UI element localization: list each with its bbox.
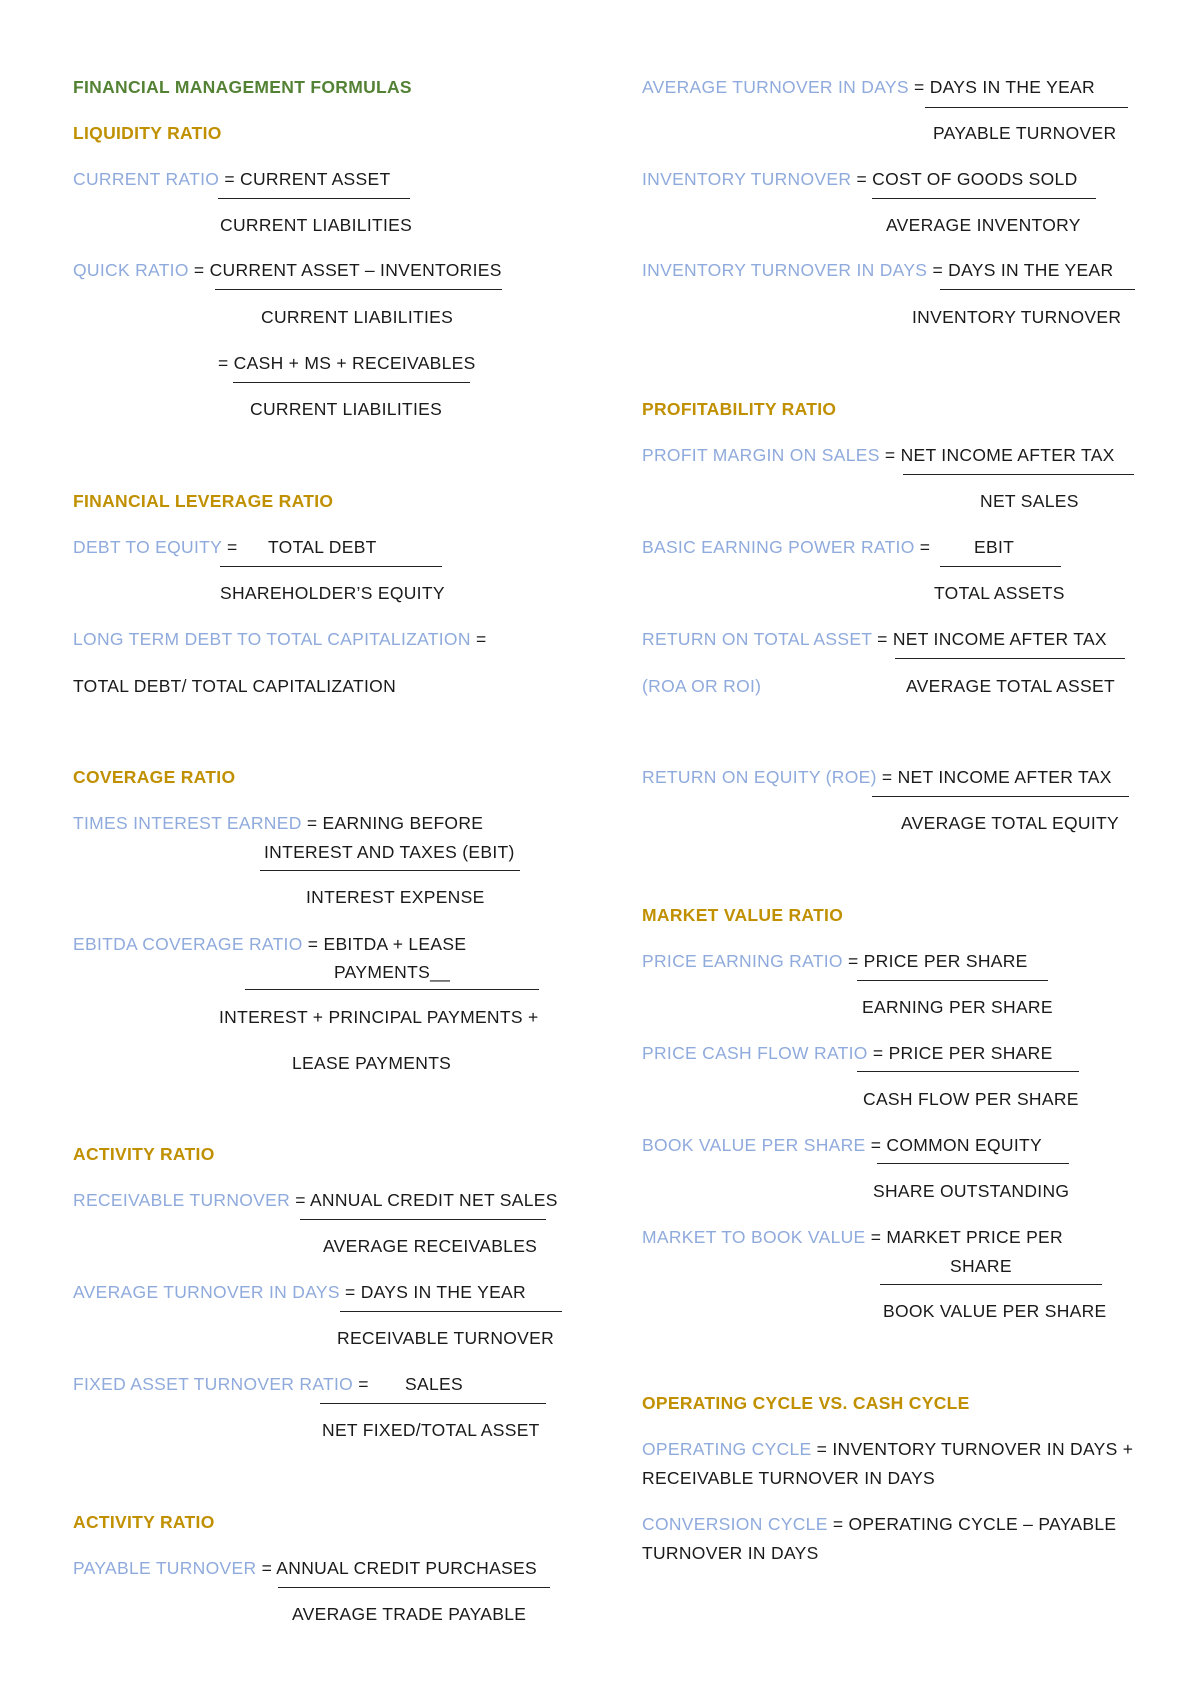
- current-ratio-label: CURRENT RATIO: [73, 169, 220, 189]
- price-earning-label: PRICE EARNING RATIO: [642, 951, 843, 971]
- receivable-turnover-label: RECEIVABLE TURNOVER: [73, 1190, 291, 1210]
- quick-ratio-denominator: CURRENT LIABILITIES: [261, 307, 454, 327]
- fixed-asset-turnover-denominator: NET FIXED/TOTAL ASSET: [322, 1420, 540, 1440]
- fraction-line: [215, 289, 502, 290]
- fraction-line: [340, 1311, 562, 1312]
- avg-turnover-days-payable-denominator: PAYABLE TURNOVER: [933, 123, 1117, 143]
- long-term-debt-formula: [73, 628, 486, 650]
- current-ratio-denominator: CURRENT LIABILITIES: [220, 215, 413, 235]
- current-ratio-formula: [73, 168, 390, 190]
- debt-to-equity-formula: [73, 536, 237, 558]
- coverage-heading: COVERAGE RATIO: [73, 767, 236, 787]
- profit-margin-denominator: NET SALES: [980, 491, 1079, 511]
- conversion-cycle-formula: [642, 1513, 1116, 1535]
- fraction-line: [218, 198, 410, 199]
- profit-margin-label: PROFIT MARGIN ON SALES: [642, 445, 880, 465]
- conversion-cycle-expression-line2: TURNOVER IN DAYS: [642, 1543, 819, 1563]
- fraction-line: [245, 989, 539, 990]
- fraction-line: [233, 382, 470, 383]
- activity-heading: ACTIVITY RATIO: [73, 1144, 215, 1164]
- operating-cycle-label: OPERATING CYCLE: [642, 1439, 812, 1459]
- debt-to-equity-label: DEBT TO EQUITY: [73, 537, 222, 557]
- market-to-book-denominator: BOOK VALUE PER SHARE: [883, 1301, 1107, 1321]
- avg-turnover-days-numerator: = DAYS IN THE YEAR: [339, 1282, 526, 1302]
- ebitda-coverage-formula: [73, 933, 466, 955]
- profit-margin-numerator: = NET INCOME AFTER TAX: [879, 445, 1115, 465]
- profitability-heading: PROFITABILITY RATIO: [642, 399, 837, 419]
- fraction-line: [872, 198, 1096, 199]
- times-interest-earned-numerator: = EARNING BEFORE: [301, 813, 484, 833]
- avg-turnover-days-label: AVERAGE TURNOVER IN DAYS: [73, 1282, 340, 1302]
- ebitda-coverage-numerator-line2: PAYMENTS__: [334, 962, 451, 982]
- fixed-asset-turnover-label: FIXED ASSET TURNOVER RATIO: [73, 1374, 354, 1394]
- avg-turnover-days-receivable-formula: [73, 1281, 526, 1303]
- operating-cycle-formula: [642, 1438, 1133, 1460]
- avg-turnover-days-payable-label: AVERAGE TURNOVER IN DAYS: [642, 77, 909, 97]
- basic-earning-power-numerator: EBIT: [974, 537, 1015, 557]
- receivable-turnover-denominator: AVERAGE RECEIVABLES: [323, 1236, 538, 1256]
- fraction-line: [857, 980, 1048, 981]
- fraction-line: [872, 796, 1129, 797]
- ebitda-coverage-numerator: = EBITDA + LEASE: [302, 934, 467, 954]
- ebitda-coverage-label: EBITDA COVERAGE RATIO: [73, 934, 303, 954]
- fraction-line: [300, 1219, 546, 1220]
- price-cash-flow-formula: [642, 1042, 1053, 1064]
- debt-to-equity-denominator: SHAREHOLDER’S EQUITY: [220, 583, 445, 603]
- long-term-debt-equals: =: [470, 629, 487, 649]
- market-to-book-formula: [642, 1226, 1063, 1248]
- operating-cycle-expression: = INVENTORY TURNOVER IN DAYS +: [811, 1439, 1134, 1459]
- basic-earning-power-equals: =: [914, 537, 931, 557]
- price-earning-denominator: EARNING PER SHARE: [862, 997, 1053, 1017]
- price-earning-formula: [642, 950, 1028, 972]
- roa-roi-label: (ROA OR ROI): [642, 676, 762, 696]
- market-to-book-numerator: = MARKET PRICE PER: [865, 1227, 1063, 1247]
- return-on-equity-formula: [642, 766, 1112, 788]
- quick-ratio-label: QUICK RATIO: [73, 260, 189, 280]
- receivable-turnover-formula: [73, 1189, 558, 1211]
- inventory-turnover-numerator: = COST OF GOODS SOLD: [851, 169, 1078, 189]
- price-cash-flow-label: PRICE CASH FLOW RATIO: [642, 1043, 868, 1063]
- fraction-line: [940, 566, 1061, 567]
- inventory-turnover-label: INVENTORY TURNOVER: [642, 169, 852, 189]
- inventory-turnover-denominator: AVERAGE INVENTORY: [886, 215, 1081, 235]
- current-ratio-numerator: = CURRENT ASSET: [219, 169, 391, 189]
- quick-ratio-numerator: = CURRENT ASSET – INVENTORIES: [188, 260, 502, 280]
- avg-turnover-days-denominator: RECEIVABLE TURNOVER: [337, 1328, 555, 1348]
- avg-turnover-days-payable-numerator: = DAYS IN THE YEAR: [908, 77, 1095, 97]
- return-on-total-asset-denominator: AVERAGE TOTAL ASSET: [906, 676, 1115, 696]
- inventory-turnover-days-label: INVENTORY TURNOVER IN DAYS: [642, 260, 928, 280]
- times-interest-earned-denominator: INTEREST EXPENSE: [306, 887, 485, 907]
- price-earning-numerator: = PRICE PER SHARE: [842, 951, 1028, 971]
- times-interest-earned-formula: [73, 812, 483, 834]
- inventory-turnover-days-formula: [642, 259, 1113, 281]
- return-on-equity-label: RETURN ON EQUITY (ROE): [642, 767, 877, 787]
- ebitda-coverage-denominator-line2: LEASE PAYMENTS: [292, 1053, 452, 1073]
- inventory-turnover-days-numerator: = DAYS IN THE YEAR: [927, 260, 1114, 280]
- fixed-asset-turnover-numerator: SALES: [405, 1374, 463, 1394]
- inventory-turnover-formula: [642, 168, 1078, 190]
- quick-ratio-alt-numerator: = CASH + MS + RECEIVABLES: [218, 353, 476, 373]
- activity-heading-2: ACTIVITY RATIO: [73, 1512, 215, 1532]
- return-on-total-asset-formula: [642, 628, 1107, 650]
- return-on-total-asset-numerator: = NET INCOME AFTER TAX: [871, 629, 1107, 649]
- basic-earning-power-denominator: TOTAL ASSETS: [934, 583, 1065, 603]
- fraction-line: [940, 289, 1135, 290]
- book-value-per-share-numerator: = COMMON EQUITY: [865, 1135, 1042, 1155]
- leverage-heading: FINANCIAL LEVERAGE RATIO: [73, 491, 334, 511]
- fraction-line: [903, 474, 1134, 475]
- debt-to-equity-equals: =: [221, 537, 238, 557]
- quick-ratio-formula: [73, 259, 502, 281]
- fraction-line: [880, 1284, 1102, 1285]
- fixed-asset-turnover-equals: =: [353, 1374, 369, 1394]
- quick-ratio-alt-denominator: CURRENT LIABILITIES: [250, 399, 443, 419]
- market-to-book-numerator-line2: SHARE: [950, 1256, 1012, 1276]
- book-value-per-share-label: BOOK VALUE PER SHARE: [642, 1135, 866, 1155]
- fraction-line: [895, 658, 1125, 659]
- profit-margin-formula: [642, 444, 1115, 466]
- basic-earning-power-formula: [642, 536, 930, 558]
- times-interest-earned-label: TIMES INTEREST EARNED: [73, 813, 302, 833]
- receivable-turnover-numerator: = ANNUAL CREDIT NET SALES: [290, 1190, 558, 1210]
- inventory-turnover-days-denominator: INVENTORY TURNOVER: [912, 307, 1122, 327]
- fraction-line: [925, 107, 1128, 108]
- times-interest-earned-numerator-line2: INTEREST AND TAXES (EBIT): [264, 842, 515, 862]
- fraction-line: [320, 1403, 546, 1404]
- operating-cycle-expression-line2: RECEIVABLE TURNOVER IN DAYS: [642, 1468, 936, 1488]
- conversion-cycle-label: CONVERSION CYCLE: [642, 1514, 828, 1534]
- market-value-heading: MARKET VALUE RATIO: [642, 905, 844, 925]
- payable-turnover-formula: [73, 1557, 537, 1579]
- price-cash-flow-denominator: CASH FLOW PER SHARE: [863, 1089, 1079, 1109]
- market-to-book-label: MARKET TO BOOK VALUE: [642, 1227, 866, 1247]
- long-term-debt-expression: TOTAL DEBT/ TOTAL CAPITALIZATION: [73, 676, 397, 696]
- ebitda-coverage-denominator: INTEREST + PRINCIPAL PAYMENTS +: [219, 1007, 539, 1027]
- operating-cycle-heading: OPERATING CYCLE VS. CASH CYCLE: [642, 1393, 970, 1413]
- payable-turnover-denominator: AVERAGE TRADE PAYABLE: [292, 1604, 527, 1624]
- fraction-line: [260, 870, 520, 871]
- liquidity-heading: LIQUIDITY RATIO: [73, 123, 222, 143]
- fraction-line: [877, 1163, 1069, 1164]
- debt-to-equity-numerator: TOTAL DEBT: [268, 537, 377, 557]
- long-term-debt-label: LONG TERM DEBT TO TOTAL CAPITALIZATION: [73, 629, 471, 649]
- return-on-total-asset-label: RETURN ON TOTAL ASSET: [642, 629, 872, 649]
- fraction-line: [220, 566, 442, 567]
- page-title: FINANCIAL MANAGEMENT FORMULAS: [73, 77, 412, 97]
- conversion-cycle-expression: = OPERATING CYCLE – PAYABLE: [827, 1514, 1117, 1534]
- avg-turnover-days-payable-formula: [642, 76, 1095, 98]
- return-on-equity-denominator: AVERAGE TOTAL EQUITY: [901, 813, 1119, 833]
- fraction-line: [857, 1071, 1079, 1072]
- return-on-equity-numerator: = NET INCOME AFTER TAX: [876, 767, 1112, 787]
- book-value-per-share-formula: [642, 1134, 1042, 1156]
- book-value-per-share-denominator: SHARE OUTSTANDING: [873, 1181, 1070, 1201]
- fixed-asset-turnover-formula: [73, 1373, 369, 1395]
- price-cash-flow-numerator: = PRICE PER SHARE: [867, 1043, 1053, 1063]
- payable-turnover-numerator: = ANNUAL CREDIT PURCHASES: [256, 1558, 538, 1578]
- fraction-line: [278, 1587, 550, 1588]
- basic-earning-power-label: BASIC EARNING POWER RATIO: [642, 537, 915, 557]
- payable-turnover-label: PAYABLE TURNOVER: [73, 1558, 257, 1578]
